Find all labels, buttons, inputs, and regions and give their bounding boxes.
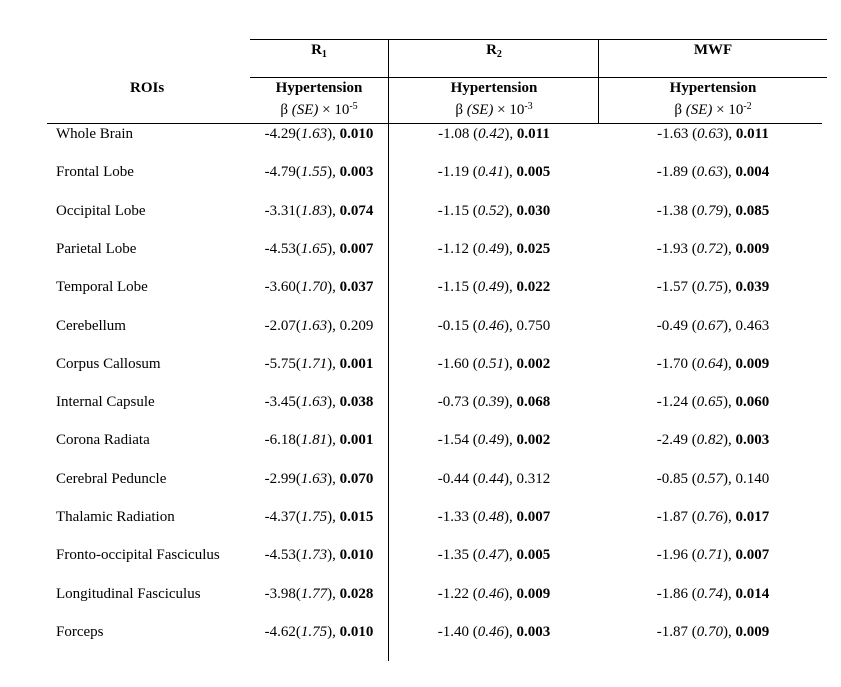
p-value: 0.015 — [339, 509, 374, 525]
cell-mwf: -2.49 (0.82), 0.003 — [656, 432, 770, 449]
p-value: 0.011 — [735, 126, 769, 142]
se-value: 0.65 — [696, 394, 723, 411]
se-value: 1.75 — [300, 509, 328, 525]
cell-mwf: -0.85 (0.57), 0.140 — [656, 470, 770, 487]
p-value: 0.004 — [735, 164, 770, 181]
p-value: 0.009 — [735, 240, 770, 257]
se-value: 0.39 — [477, 394, 504, 411]
se-value: 0.47 — [477, 547, 504, 564]
p-value: 0.017 — [735, 509, 770, 525]
p-value: 0.009 — [516, 585, 551, 602]
beta-value: -1.89 ( — [656, 164, 697, 181]
se-value: 0.67 — [696, 317, 723, 334]
p-value: 0.028 — [339, 585, 374, 602]
beta-value: -1.40 ( — [437, 623, 478, 640]
beta-value: -1.70 ( — [656, 355, 697, 372]
stat-scale: × 10 — [712, 102, 744, 118]
beta-value: -2.07( — [264, 317, 301, 334]
cell-r1: -3.31(1.83), 0.074 — [264, 202, 374, 219]
mid-rule — [250, 77, 827, 78]
column-group-mwf: Hypertension — [669, 80, 757, 96]
se-value: 1.63 — [300, 126, 328, 142]
se-value: 1.63 — [300, 317, 328, 334]
p-value: 0.001 — [339, 355, 374, 372]
column-stat-r2 — [389, 101, 599, 119]
se-value: 1.73 — [300, 547, 328, 564]
se-value: 0.48 — [477, 509, 504, 525]
stat-se: (SE) — [685, 102, 713, 118]
column-title-subscript: 1 — [321, 49, 327, 60]
beta-value: -1.35 ( — [437, 547, 478, 564]
se-value: 1.63 — [300, 470, 328, 487]
p-value: 0.750 — [516, 317, 551, 334]
beta-value: -1.93 ( — [656, 240, 697, 257]
cell-r1: -4.79(1.55), 0.003 — [264, 164, 374, 181]
column-stat-r1 — [250, 101, 388, 119]
se-value: 0.72 — [696, 240, 723, 257]
cell-mwf: -1.70 (0.64), 0.009 — [656, 355, 770, 372]
roi-name: Cerebral Peduncle — [56, 470, 167, 487]
column-title-main: R — [311, 42, 322, 58]
p-value: 0.002 — [516, 432, 551, 449]
se-value: 0.75 — [696, 279, 723, 296]
se-value: 0.49 — [477, 432, 504, 449]
cell-r1: -5.75(1.71), 0.001 — [264, 355, 374, 372]
beta-value: -1.24 ( — [656, 394, 697, 411]
cell-r2: -0.44 (0.44), 0.312 — [437, 470, 551, 487]
cell-r2: -1.60 (0.51), 0.002 — [437, 355, 551, 372]
se-value: 0.79 — [696, 202, 723, 219]
p-value: 0.025 — [516, 240, 551, 257]
se-value: 0.49 — [477, 240, 504, 257]
se-value: 0.46 — [477, 585, 504, 602]
beta-value: -0.15 ( — [437, 317, 478, 334]
beta-value: -3.45( — [264, 394, 301, 411]
se-value: 0.63 — [697, 126, 724, 142]
beta-value: -1.96 ( — [656, 547, 697, 564]
beta-value: -4.29( — [264, 126, 301, 142]
p-value: 0.039 — [735, 279, 770, 296]
p-value: 0.312 — [516, 470, 551, 487]
roi-name: Thalamic Radiation — [56, 509, 175, 525]
cell-mwf: -1.89 (0.63), 0.004 — [656, 164, 770, 181]
p-value: 0.070 — [339, 470, 374, 487]
se-value: 1.83 — [300, 202, 328, 219]
beta-value: -3.98( — [264, 585, 301, 602]
beta-value: -4.62( — [264, 623, 301, 640]
cell-mwf: -1.87 (0.76), 0.017 — [656, 509, 770, 525]
p-value: 0.060 — [735, 394, 770, 411]
se-value: 1.77 — [300, 585, 328, 602]
column-title-main: R — [486, 42, 497, 58]
column-title-subscript: 2 — [496, 49, 502, 60]
p-value: 0.010 — [339, 623, 374, 640]
cell-r1: -3.60(1.70), 0.037 — [264, 279, 374, 296]
roi-name: Occipital Lobe — [56, 202, 146, 219]
stat-se: (SE) — [291, 102, 319, 118]
cell-r1: -4.29(1.63), 0.010 — [264, 126, 374, 142]
p-value: 0.014 — [735, 585, 770, 602]
p-value: 0.003 — [735, 432, 770, 449]
p-value: 0.007 — [735, 547, 770, 564]
p-value: 0.068 — [516, 394, 551, 411]
p-value: 0.005 — [516, 164, 551, 181]
column-title-r1 — [250, 42, 388, 60]
p-value: 0.011 — [516, 126, 550, 142]
roi-name: Temporal Lobe — [56, 279, 148, 296]
p-value: 0.463 — [735, 317, 770, 334]
cell-mwf: -0.49 (0.67), 0.463 — [656, 317, 770, 334]
cell-r2: -1.15 (0.52), 0.030 — [437, 202, 551, 219]
se-value: 0.49 — [477, 279, 504, 296]
beta-value: -4.53( — [264, 240, 301, 257]
cell-r1: -6.18(1.81), 0.001 — [264, 432, 374, 449]
cell-mwf: -1.63 (0.63), 0.011 — [657, 126, 769, 142]
cell-r2: -0.73 (0.39), 0.068 — [437, 394, 551, 411]
beta-value: -1.60 ( — [437, 355, 478, 372]
roi-name: Frontal Lobe — [56, 164, 134, 181]
top-rule — [250, 39, 827, 40]
se-value: 0.42 — [478, 126, 505, 142]
se-value: 0.51 — [477, 355, 504, 372]
column-title-main: MWF — [693, 42, 733, 58]
p-value: 0.007 — [516, 509, 551, 525]
beta-value: -2.99( — [264, 470, 301, 487]
cell-mwf: -1.96 (0.71), 0.007 — [656, 547, 770, 564]
beta-value: -1.15 ( — [437, 279, 478, 296]
beta-value: -1.57 ( — [656, 279, 697, 296]
p-value: 0.003 — [516, 623, 551, 640]
p-value: 0.009 — [735, 355, 770, 372]
p-value: 0.005 — [516, 547, 551, 564]
se-value: 0.41 — [477, 164, 504, 181]
cell-r2: -1.19 (0.41), 0.005 — [437, 164, 551, 181]
beta-value: -4.53( — [264, 547, 301, 564]
se-value: 0.63 — [696, 164, 723, 181]
column-title-r2 — [389, 42, 599, 60]
se-value: 1.65 — [300, 240, 328, 257]
cell-r2: -1.33 (0.48), 0.007 — [437, 509, 551, 525]
stat-exponent: -2 — [743, 101, 752, 112]
cell-r1: -4.53(1.73), 0.010 — [264, 547, 374, 564]
stat-exponent: -5 — [349, 101, 358, 112]
p-value: 0.009 — [735, 623, 770, 640]
beta-value: -0.44 ( — [437, 470, 478, 487]
column-group-r1: Hypertension — [275, 80, 363, 96]
beta-value: -4.37( — [264, 509, 301, 525]
beta-value: -1.22 ( — [437, 585, 478, 602]
column-stat-mwf — [599, 101, 827, 119]
rois-header: ROIs — [130, 80, 165, 96]
p-value: 0.003 — [339, 164, 374, 181]
cell-mwf: -1.87 (0.70), 0.009 — [656, 623, 770, 640]
roi-name: Parietal Lobe — [56, 240, 137, 257]
stat-scale: × 10 — [493, 102, 525, 118]
stat-se: (SE) — [466, 102, 494, 118]
p-value: 0.002 — [516, 355, 551, 372]
se-value: 1.75 — [300, 623, 328, 640]
beta-value: -1.19 ( — [437, 164, 478, 181]
beta-value: -0.85 ( — [656, 470, 697, 487]
cell-mwf: -1.24 (0.65), 0.060 — [656, 394, 770, 411]
cell-mwf: -1.38 (0.79), 0.085 — [656, 202, 770, 219]
se-value: 0.70 — [696, 623, 723, 640]
beta-value: -1.08 ( — [438, 126, 479, 142]
beta-value: -1.12 ( — [437, 240, 478, 257]
beta-value: -0.73 ( — [437, 394, 478, 411]
stat-scale: × 10 — [318, 102, 350, 118]
cell-r2: -1.40 (0.46), 0.003 — [437, 623, 551, 640]
cell-mwf: -1.93 (0.72), 0.009 — [656, 240, 770, 257]
p-value: 0.010 — [339, 126, 374, 142]
se-value: 1.71 — [300, 355, 328, 372]
header-bottom-rule — [47, 123, 822, 124]
beta-value: -1.33 ( — [437, 509, 478, 525]
cell-mwf: -1.86 (0.74), 0.014 — [656, 585, 770, 602]
p-value: 0.085 — [735, 202, 770, 219]
beta-value: -6.18( — [264, 432, 301, 449]
beta-value: -1.87 ( — [656, 509, 697, 525]
beta-value: -1.54 ( — [437, 432, 478, 449]
p-value: 0.030 — [516, 202, 551, 219]
cell-r2: -1.22 (0.46), 0.009 — [437, 585, 551, 602]
se-value: 0.44 — [477, 470, 504, 487]
beta-value: -0.49 ( — [656, 317, 697, 334]
cell-mwf: -1.57 (0.75), 0.039 — [656, 279, 770, 296]
cell-r1: -4.53(1.65), 0.007 — [264, 240, 374, 257]
beta-value: -3.60( — [264, 279, 301, 296]
beta-value: -1.15 ( — [437, 202, 478, 219]
beta-value: -2.49 ( — [656, 432, 697, 449]
cell-r2: -1.12 (0.49), 0.025 — [437, 240, 551, 257]
roi-name: Forceps — [56, 623, 104, 640]
se-value: 0.64 — [696, 355, 723, 372]
p-value: 0.140 — [735, 470, 770, 487]
cell-r1: -3.45(1.63), 0.038 — [264, 394, 374, 411]
cell-r1: -2.07(1.63), 0.209 — [264, 317, 374, 334]
roi-name: Corpus Callosum — [56, 355, 161, 372]
se-value: 1.70 — [300, 279, 328, 296]
stat-beta: β — [455, 102, 467, 118]
beta-value: -1.63 ( — [657, 126, 698, 142]
p-value: 0.037 — [339, 279, 374, 296]
p-value: 0.038 — [339, 394, 374, 411]
se-value: 0.52 — [477, 202, 504, 219]
column-title-mwf — [599, 42, 827, 59]
beta-value: -5.75( — [264, 355, 301, 372]
cell-r1: -4.62(1.75), 0.010 — [264, 623, 374, 640]
cell-r2: -1.54 (0.49), 0.002 — [437, 432, 551, 449]
cell-r1: -3.98(1.77), 0.028 — [264, 585, 374, 602]
beta-value: -1.38 ( — [656, 202, 697, 219]
p-value: 0.007 — [339, 240, 374, 257]
se-value: 1.81 — [300, 432, 328, 449]
se-value: 0.74 — [696, 585, 723, 602]
cell-r2: -0.15 (0.46), 0.750 — [437, 317, 551, 334]
stat-beta: β — [280, 102, 292, 118]
beta-value: -1.87 ( — [656, 623, 697, 640]
p-value: 0.001 — [339, 432, 374, 449]
p-value: 0.074 — [339, 202, 374, 219]
cell-r2: -1.15 (0.49), 0.022 — [437, 279, 551, 296]
beta-value: -1.86 ( — [656, 585, 697, 602]
p-value: 0.022 — [516, 279, 551, 296]
roi-name: Longitudinal Fasciculus — [56, 585, 201, 602]
beta-value: -3.31( — [264, 202, 301, 219]
cell-r2: -1.08 (0.42), 0.011 — [438, 126, 550, 142]
roi-name: Fronto-occipital Fasciculus — [56, 547, 220, 564]
se-value: 0.76 — [696, 509, 723, 525]
se-value: 0.46 — [477, 317, 504, 334]
cell-r1: -2.99(1.63), 0.070 — [264, 470, 374, 487]
roi-name: Internal Capsule — [56, 394, 155, 411]
se-value: 0.57 — [696, 470, 723, 487]
column-group-r2: Hypertension — [450, 80, 538, 96]
se-value: 1.63 — [300, 394, 328, 411]
roi-name: Whole Brain — [56, 126, 134, 142]
p-value: 0.209 — [339, 317, 374, 334]
cell-r1: -4.37(1.75), 0.015 — [264, 509, 374, 525]
stat-beta: β — [674, 102, 686, 118]
se-value: 1.55 — [300, 164, 328, 181]
stat-exponent: -3 — [524, 101, 533, 112]
p-value: 0.010 — [339, 547, 374, 564]
cell-r2: -1.35 (0.47), 0.005 — [437, 547, 551, 564]
roi-name: Cerebellum — [56, 317, 126, 334]
se-value: 0.46 — [477, 623, 504, 640]
beta-value: -4.79( — [264, 164, 301, 181]
se-value: 0.82 — [696, 432, 723, 449]
se-value: 0.71 — [696, 547, 723, 564]
roi-name: Corona Radiata — [56, 432, 150, 449]
